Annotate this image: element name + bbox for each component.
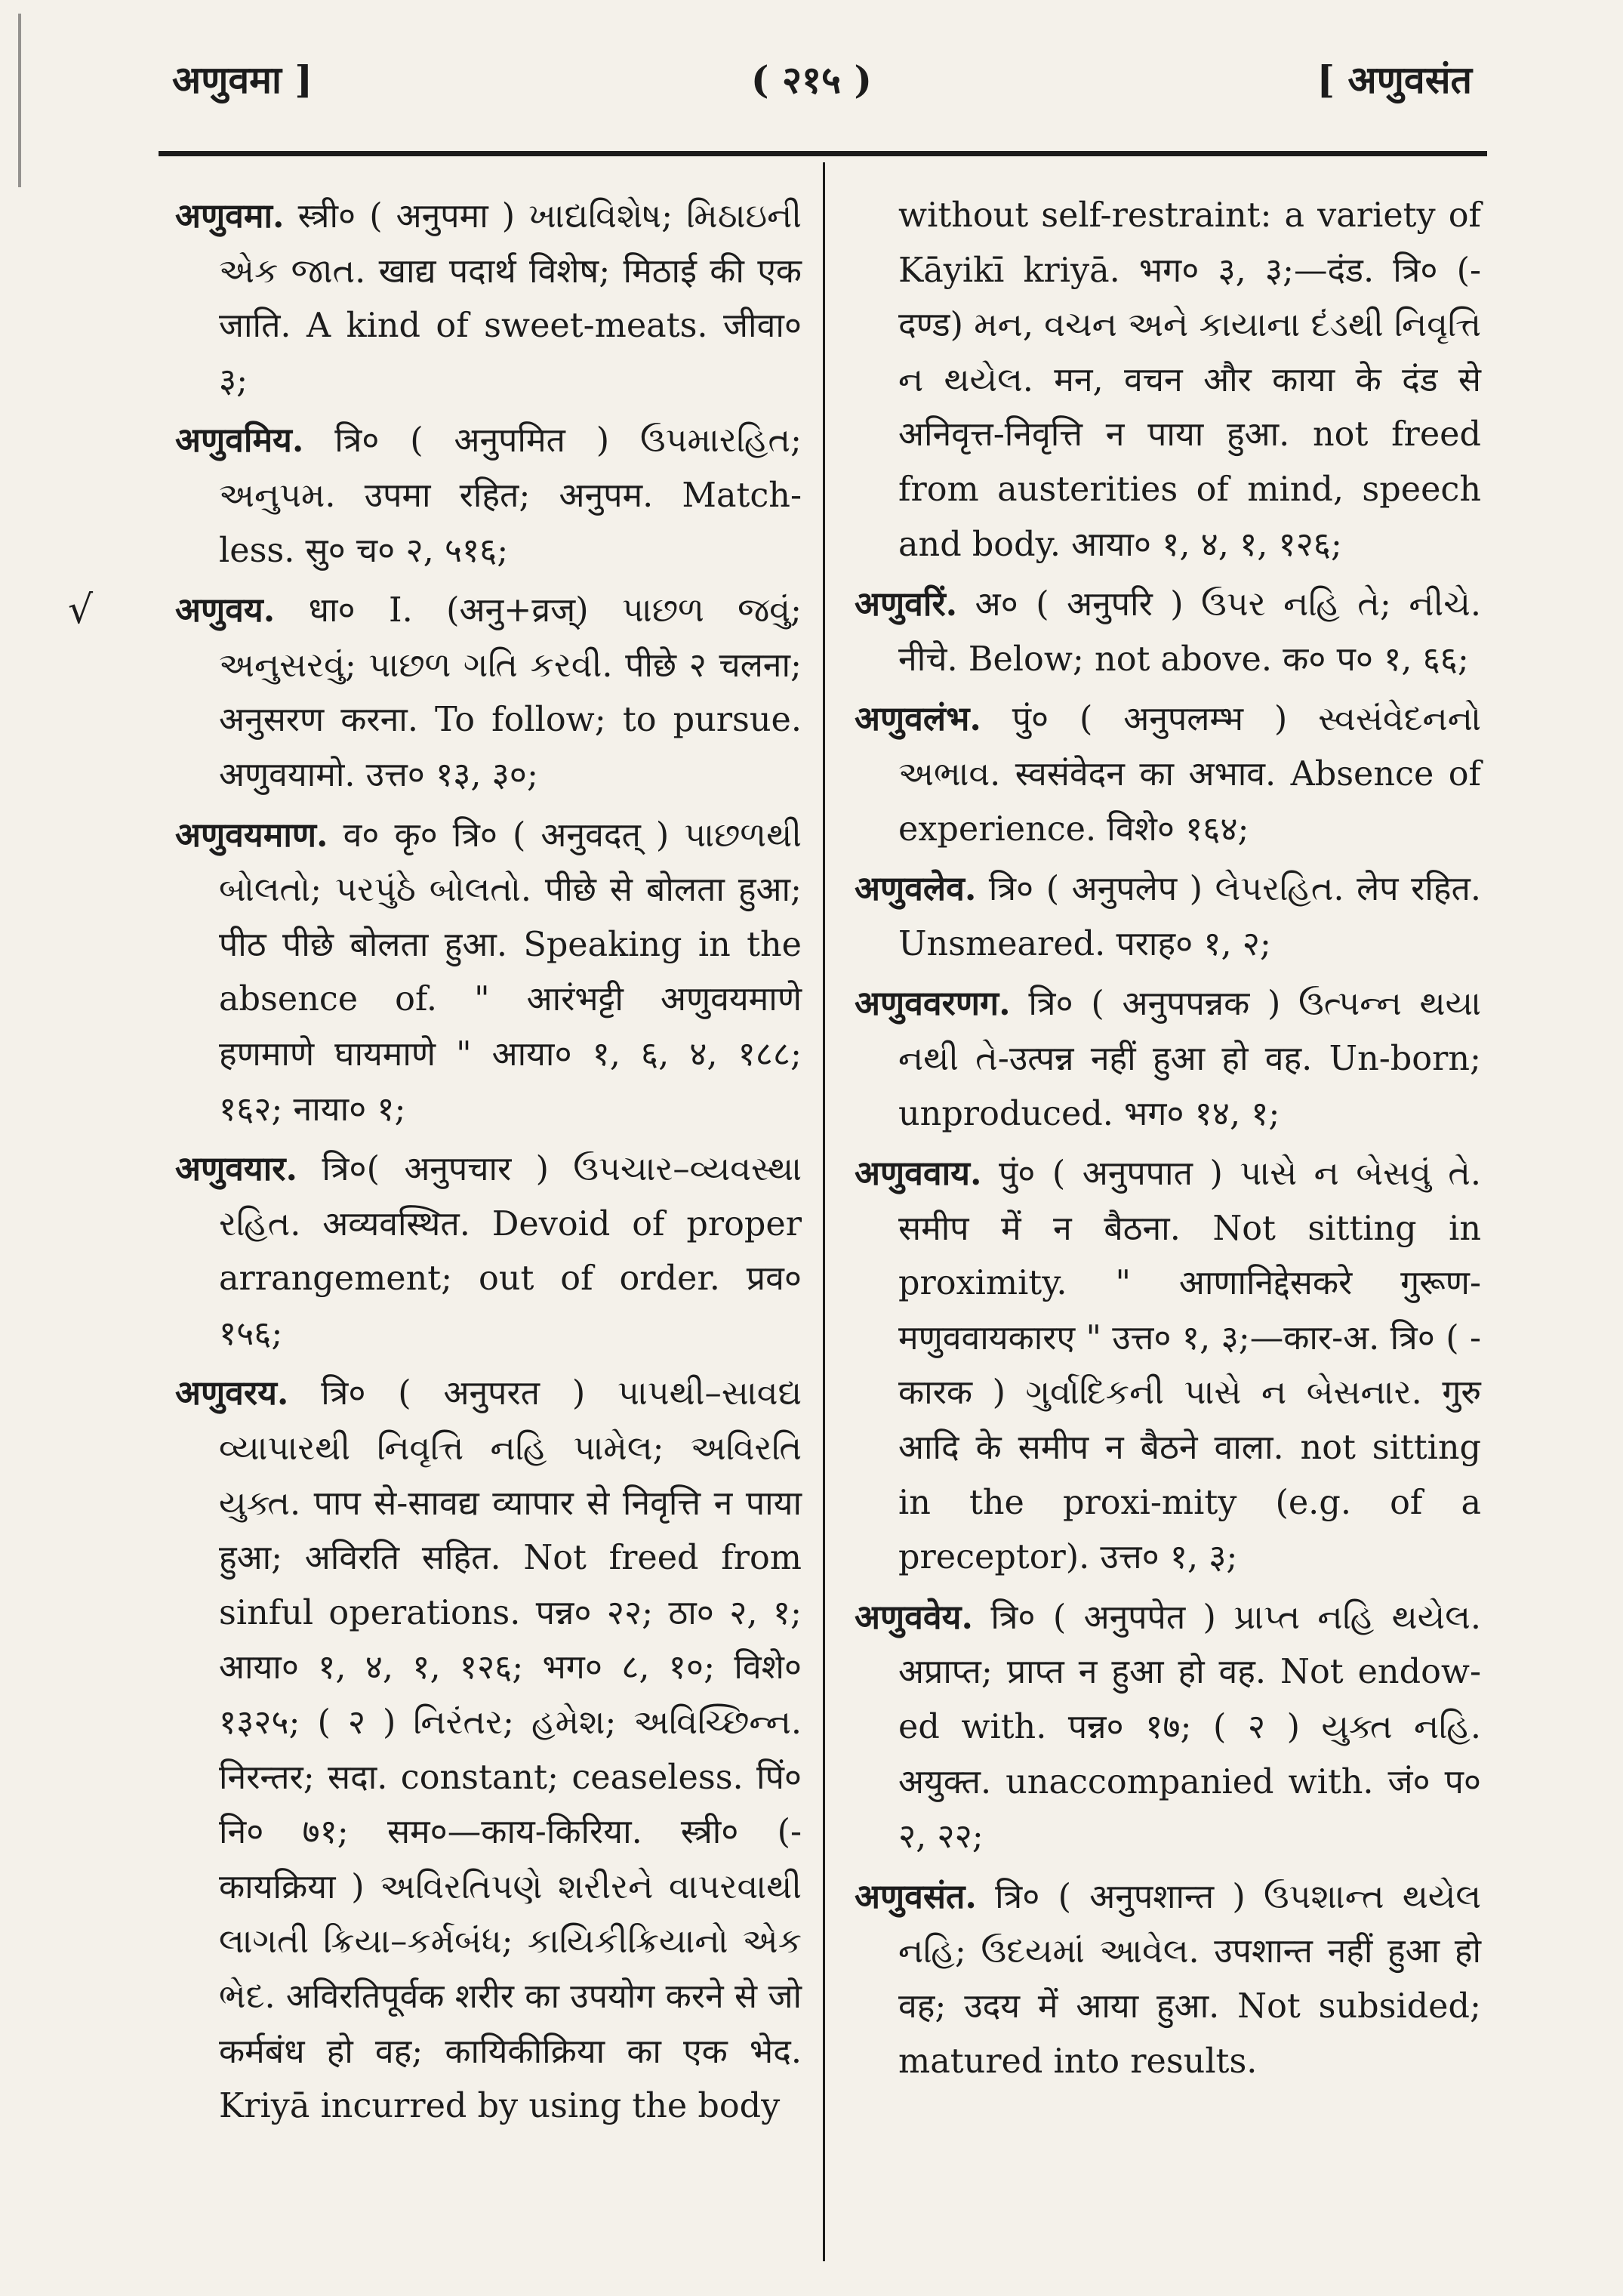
entry-body: त्रि० ( अनुपपेत ) પ્રાપ્ત નહિ થયેલ. अप्राप्त; प्राप्त न हुआ हो वह. Not endow-ed with. पन्न० १७; ( २ ) યુક્ત નહિ. अयुक्त. unaccompanied with. जं० प० २, २२; [898,1598,1481,1857]
entry [175,808,802,1138]
header-right-guideword: [ अणुवसंत [1317,57,1472,102]
entry: √ अणुवय. धा० I. (अनु+व्रज्) પાછળ જવું; અનુસરવું; પાછળ ગતિ કરવી. पीछे २ चलना; अनुसरण करना. To follow; to pursue. अणुवयामो. उत्त० १३, ३०; [68,587,802,794]
header-rule [159,151,1487,156]
right-column [855,189,1481,2094]
headword: अणुवयमाण. [175,815,328,855]
entry-body: त्रि०( अनुपचार ) ઉપચાર–વ્યવસ્થા રહિત. अव्यवस्थित. Devoid of proper arrangement; out of order. प्रव० १५६; [219,1150,802,1353]
entry [855,1146,1481,1586]
headword: अणुवरय. [175,1373,289,1413]
headword: अणुवमा. [175,196,285,236]
entry-body: त्रि० ( अनुपलेप ) લેપરહિત. लेप रहित. Unsmeared. पराह० १, २; [898,870,1481,963]
entry [855,1590,1481,1865]
entry-body: पुं० ( अनुपपात ) પાસે ન બેસવું તે. समीप में न बैठना. Not sitting in proximity. " आणानिद्देसकरे गुरूण-मणुववायकारए " उत्त० १, ३;—कार-अ. त्रि० ( -कारक ) ગુર્વાદિકની પાસે ન બેસનાર. गुरु आदि के समीप न बैठने वाला. not sitting in the proxi-mity (e.g. of a preceptor). उत्त० १, ३; [898,1154,1481,1577]
entry [855,976,1481,1142]
left-column [68,189,802,2139]
headword: अणुवलंभ. [855,699,981,739]
headword: अणुवसंत. [855,1876,977,1916]
entry-body: त्रि० ( अनुपमित ) ઉપમારહિત; અનુપમ. उपमा रहित; अनुपम. Match-less. सु० च० २, ५१६; [219,421,802,570]
entry-body: व० कृ० त्रि० ( अनुवदत् ) પાછળથી બોલતો; પરપુંઠે બોલતો. पीछे से बोलता हुआ; पीठ पीछे बोलता हुआ. Speaking in the absence of. " आरंभट्टी अणुवयमाणे हणमाणे घायमाणे " आया० १, ६, ४, १८८; १६२; नाया० १; [219,815,802,1129]
headword: अणुववरणग. [855,984,1011,1024]
entry [175,1142,802,1361]
headword: अणुवमिय. [175,421,304,461]
header-left-guideword: अणुवमा ] [172,57,313,102]
entry-continuation: without self-restraint: a variety of Kāyikī kriyā. भग० ३, ३;—दंड. त्रि० (-दण्ड) મન, વચન અને કાયાના દંડથી નિવૃત્તિ ન થયેલ. मन, वचन और काया के दंड से अनिवृत्त-निवृत्ति न पाया हुआ. not freed from austerities of mind, speech and body. आया० १, ४, १, १२६; [898,196,1481,564]
entry [855,577,1481,687]
entry-body: त्रि० ( अनुपरत ) પાપથી–સાવદ્ય વ્યાપારથી નિવૃત્તિ નહિ પામેલ; અવિરતિ યુક્ત. पाप से-सावद्य व्यापार से निवृत्ति न पाया हुआ; अविरति सहित. Not freed from sinful operations. पन्न० २२; ठा० २, १; आया० १, ४, १, १२६; भग० ८, १०; विशे० १३२५; ( २ ) નિરંતર; હમેશ; અવિચ્છિન્ન. निरन्तर; सदा. constant; ceaseless. पिं० नि० ७१; सम०—काय-किरिया. स्त्री० (-कायक्रिया ) અવિરતિપણે શરીરને વાપરવાથી લાગતી ક્રિયા–કર્મબંધ; કાયિકીક્રિયાનો એક ભેદ. अविरतिपूर्वक शरीर का उपयोग करने से जो कर्मबंध हो वह; कायिकीक्रिया का एक भेद. Kriyā incurred by using the body [219,1374,802,2126]
entry-body: धा० I. (अनु+व्रज्) પાછળ જવું; અનુસરવું; પાછળ ગતિ કરવી. पीछे २ चलना; अनुसरण करना. To follow; to pursue. अणुवयामो. उत्त० १३, ३०; [219,591,802,794]
headword: अणुवय. [175,590,276,630]
entry [175,413,802,578]
headword: अणुवयार. [175,1149,297,1189]
entry-body: त्रि० ( अनुपपन्नक ) ઉત્પન્ન થયા નથી તે-उत्पन्न नहीं हुआ हो वह. Un-born; unproduced. भग० १४, १; [898,985,1481,1133]
entry-body: त्रि० ( अनुपशान्त ) ઉપશાન્ત થયેલ નહિ; ઉદયમાં આવેલ. उपशान्त नहीं हुआ हो वह; उदय में आया हुआ. Not subsided; matured into results. [898,1877,1481,2081]
headword: अणुववेय. [855,1597,973,1637]
headword: अणुवरिं. [855,584,958,624]
page-number: ( २१५ ) [750,57,873,102]
entry [175,1366,802,2134]
entry-body: पुं० ( अनुपलम्भ ) સ્વસંવેદનનો અભાવ. स्वसंवेदन का अभाव. Absence of experience. विशे० १६४; [898,700,1481,849]
entry [175,189,802,408]
entry [855,861,1481,972]
entry [855,692,1481,857]
entry-body: अ० ( अनुपरि ) ઉપર નહિ તે; નીચે. नीचे. Below; not above. क० प० १, ६६; [898,585,1481,679]
headword: अणुवलेव. [855,869,977,909]
entry-body: स्त्री० ( अनुपमा ) ખાદ્યવિશેષ; મિઠાઇની એક જાત. खाद्य पदार्थ विशेष; मिठाई की एक जाति. A kind of sweet-meats. जीवा० ३; [219,197,802,400]
entry [855,1869,1481,2089]
column-divider [823,162,825,2261]
headword: अणुववाय. [855,1154,982,1194]
